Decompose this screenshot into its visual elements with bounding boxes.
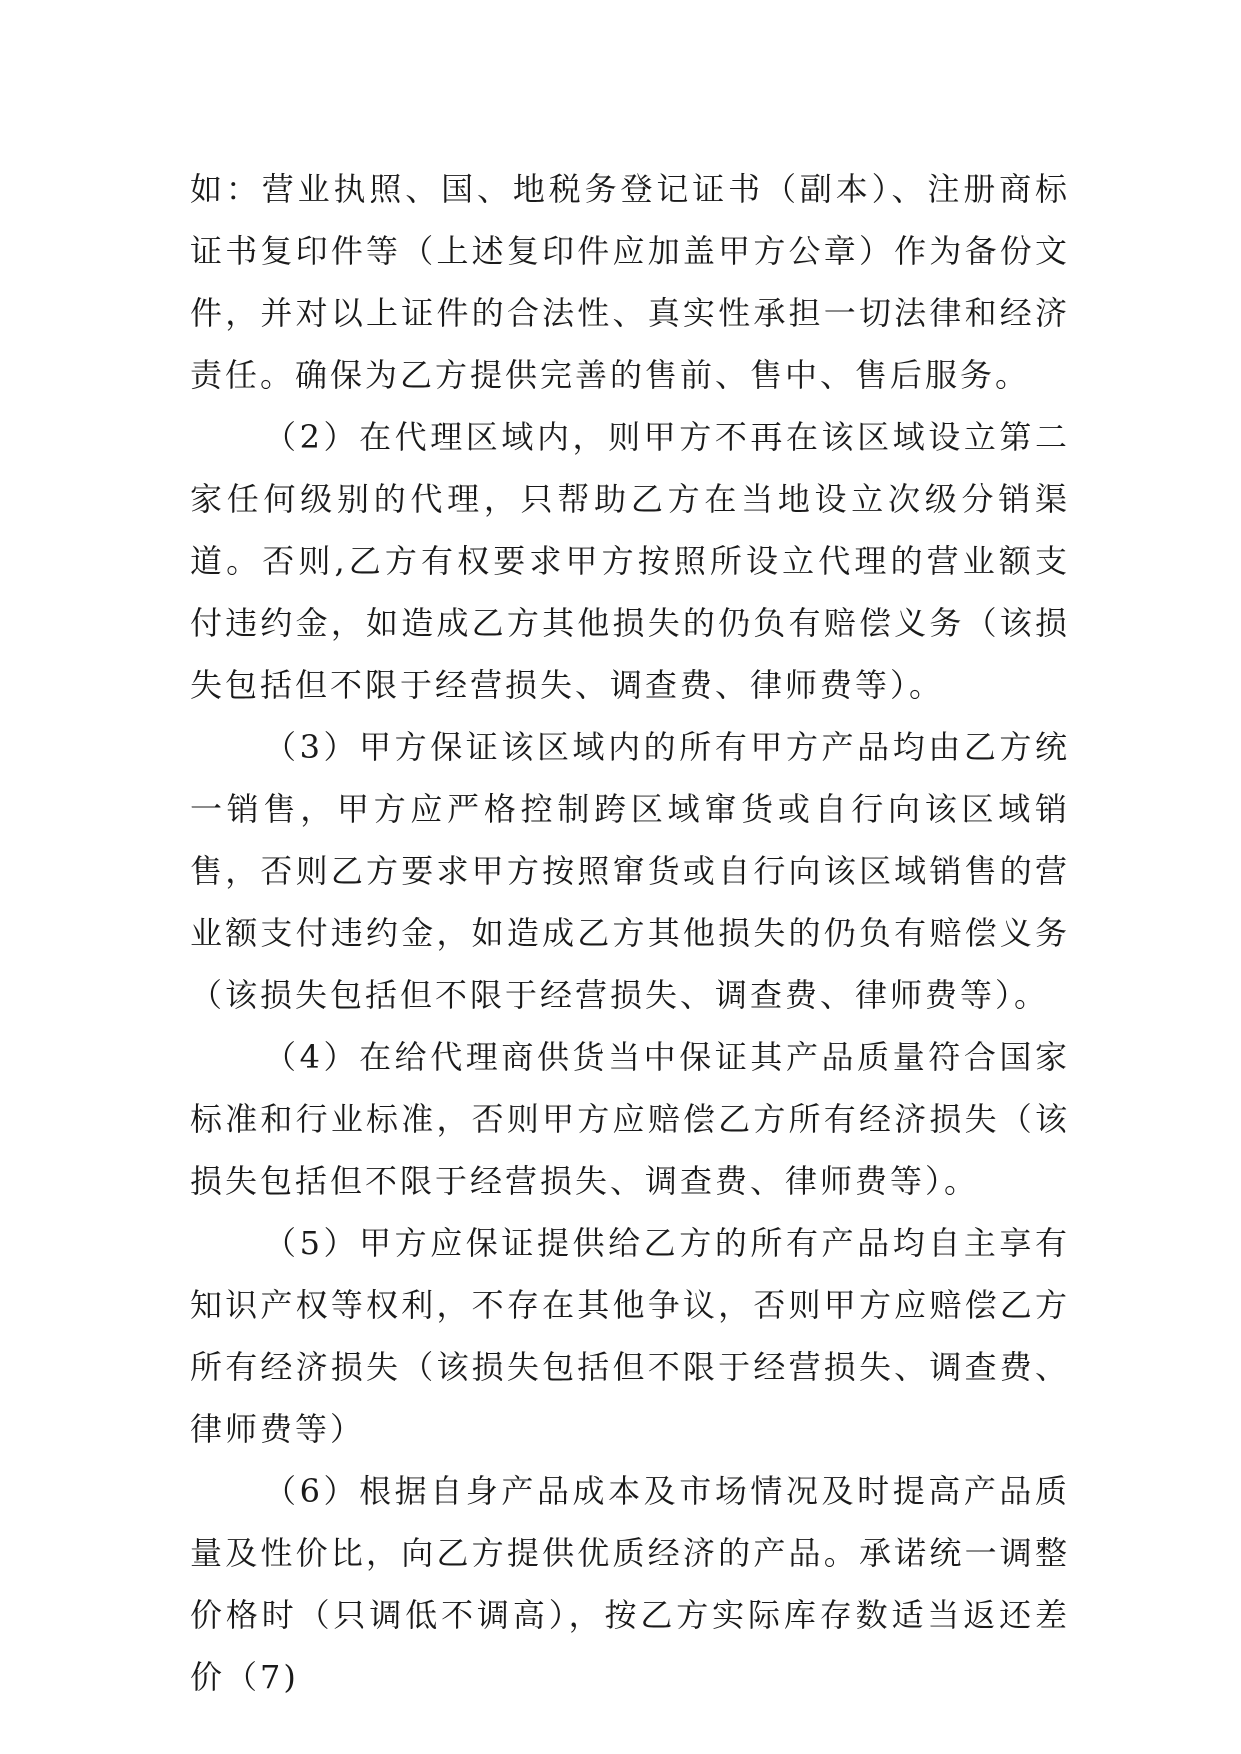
paragraph-clause-5: （5）甲方应保证提供给乙方的所有产品均自主享有知识产权等权利，不存在其他争议，否则甲方应赔偿乙方所有经济损失（该损失包括但不限于经营损失、调查费、律师费等） [190, 1224, 1070, 1448]
paragraph-clause-2: （2）在代理区域内，则甲方不再在该区域设立第二家任何级别的代理，只帮助乙方在当地设立次级分销渠道。否则,乙方有权要求甲方按照所设立代理的营业额支付违约金，如造成乙方其他损失的仍负有赔偿义务（该损失包括但不限于经营损失、调查费、律师费等）。 [190, 418, 1070, 704]
paragraph-clause-6: （6）根据自身产品成本及市场情况及时提高产品质量及性价比，向乙方提供优质经济的产品。承诺统一调整价格时（只调低不调高），按乙方实际库存数适当返还差价（7) [190, 1472, 1070, 1696]
paragraph-continuation: 如：营业执照、国、地税务登记证书（副本）、注册商标证书复印件等（上述复印件应加盖甲方公章）作为备份文件，并对以上证件的合法性、真实性承担一切法律和经济责任。确保为乙方提供完善的售前、售中、售后服务。 [190, 170, 1070, 394]
paragraph-clause-4: （4）在给代理商供货当中保证其产品质量符合国家标准和行业标准，否则甲方应赔偿乙方所有经济损失（该损失包括但不限于经营损失、调查费、律师费等）。 [190, 1038, 1070, 1200]
paragraph-clause-3: （3）甲方保证该区域内的所有甲方产品均由乙方统一销售，甲方应严格控制跨区域窜货或自行向该区域销售，否则乙方要求甲方按照窜货或自行向该区域销售的营业额支付违约金，如造成乙方其他损失的仍负有赔偿义务（该损失包括但不限于经营损失、调查费、律师费等）。 [190, 728, 1070, 1014]
document-body [190, 158, 1070, 1708]
